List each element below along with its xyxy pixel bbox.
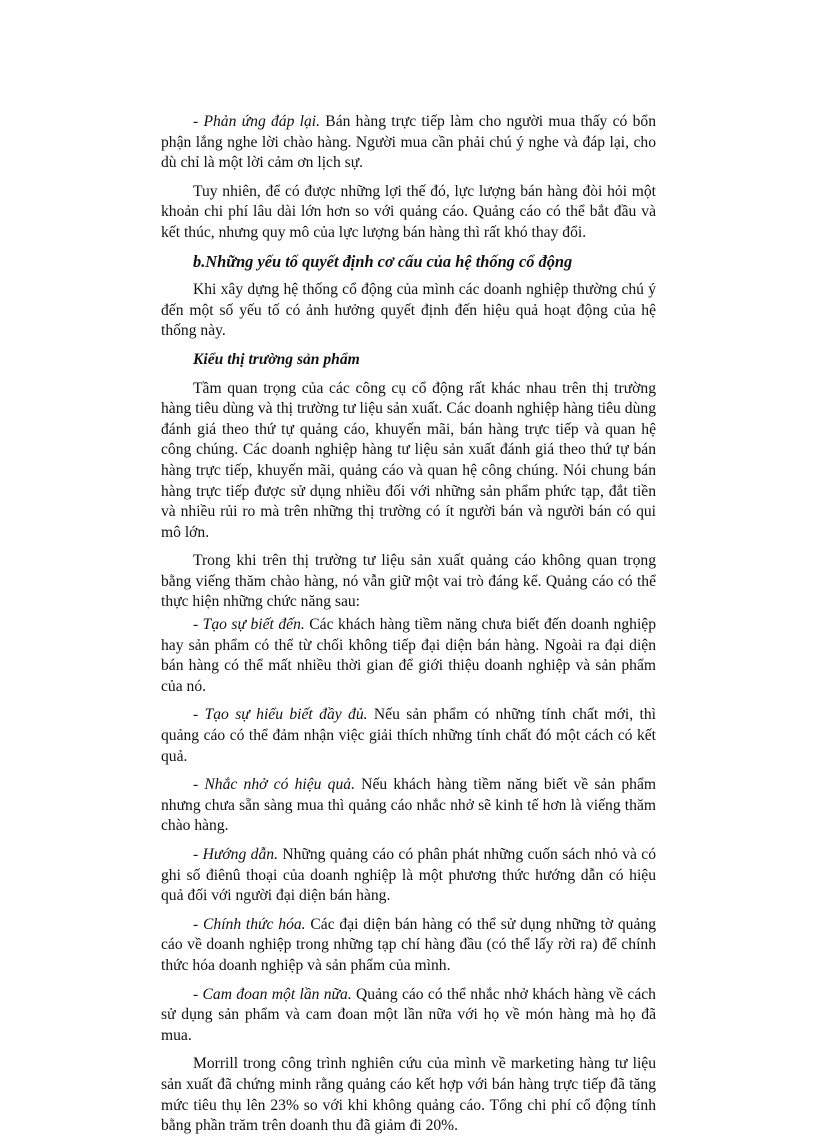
subheading-market-type: Kiểu thị trường sản phẩm: [193, 350, 360, 368]
paragraph-reminder: [161, 775, 656, 837]
paragraph-reminder-text: Nếu khách hàng tiềm năng biết về sản phẩm nhưng chưa sẵn sàng mua thì quảng cáo nhắc nhở sẽ kinh tế hơn là viếng thăm chào hàng.: [161, 776, 657, 835]
paragraph-awareness: [161, 615, 656, 697]
paragraph-morrill: Morrill trong công trình nghiên cứu của mình về marketing hàng tư liệu sản xuất đã chứng minh rằng quảng cáo kết hợp với bán hàng trực tiếp đã tăng mức tiêu thụ lên 23% so với khi không quảng cáo. Tổng chi phí cổ động tính bằng phần trăm trên doanh thu đã giảm đi 20%.: [161, 1055, 656, 1135]
document-page: [161, 112, 656, 1145]
term-reassurance: - Cam đoan một lần nữa.: [193, 985, 352, 1003]
paragraph-understanding-text: Nếu sản phẩm có những tính chất mới, thì quảng cáo có thể đảm nhận việc giải thích những tính chất đó một cách có kết quả.: [161, 706, 656, 765]
term-response: - Phản ứng đáp lại.: [193, 113, 321, 130]
paragraph-importance: Tầm quan trọng của các công cụ cổ động rất khác nhau trên thị trường hàng tiêu dùng và thị trường tư liệu sản xuất. Các doanh nghiệp hàng tiêu dùng đánh giá theo thứ tự quảng cáo, khuyến mãi, bán hàng trực tiếp và quan hệ công chúng. Các doanh nghiệp hàng tư liệu sản xuất đánh giá theo thứ tự bán hàng trực tiếp, khuyến mãi, quảng cáo và quan hệ công chúng. Nói chung bán hàng trực tiếp được sử dụng nhiều đối với những sản phẩm phức tạp, đắt tiền và nhiều rủi ro mà trên những thị trường có ít người bán và người bán có qui mô lớn.: [161, 379, 656, 541]
term-awareness: - Tạo sự biết đến.: [193, 616, 305, 634]
term-legitimacy: - Chính thức hóa.: [193, 915, 306, 933]
paragraph-awareness-text: Các khách hàng tiềm năng chưa biết đến doanh nghiệp hay sản phẩm có thể từ chối không tiếp đại diện bán hàng. Ngoài ra đại diện bán hàng có thể mất nhiều thời gian để giới thiệu doanh nghiệp và sản phẩm của nó.: [161, 616, 656, 695]
paragraph-reassurance: [161, 985, 656, 1047]
paragraph-guidance-text: Những quảng cáo có phân phát những cuốn sách nhỏ và có ghi số điênû thoại của doanh nghiệp là một phương thức hướng dẫn có hiệu quả đối với người đại diện bán hàng.: [161, 846, 656, 905]
paragraph-industrial-ads: Trong khi trên thị trường tư liệu sản xuất quảng cáo không quan trọng bằng viếng thăm chào hàng, nó vẫn giữ một vai trò đáng kể. Quảng cáo có thể thực hiện những chức năng sau:: [161, 552, 656, 611]
section-heading-b: b.Những yếu tố quyết định cơ cấu của hệ thống cổ động: [193, 251, 573, 271]
paragraph-reassurance-text: Quảng cáo có thể nhắc nhở khách hàng về cách sử dụng sản phẩm và cam đoan một lần nữa với họ về món hàng mà họ đã mua.: [161, 985, 656, 1044]
paragraph-legitimacy: [161, 915, 656, 977]
paragraph-understanding: [161, 705, 656, 767]
paragraph-cost: Tuy nhiên, để có được những lợi thế đó, lực lượng bán hàng đòi hỏi một khoản chi phí lâu dài lớn hơn so với quảng cáo. Quảng cáo có thể bắt đầu và kết thúc, nhưng quy mô của lực lượng bán hàng thì rất khó thay đổi.: [161, 182, 656, 241]
paragraph-response-text: Bán hàng trực tiếp làm cho người mua thấy có bổn phận lắng nghe lời chào hàng. Người mua cần phải chú ý nghe và đáp lại, cho dù chỉ là một lời cảm ơn lịch sự.: [161, 113, 656, 172]
paragraph-legitimacy-text: Các đại diện bán hàng có thể sử dụng những tờ quảng cáo về doanh nghiệp trong những tạp chí hàng đầu (có thể lấy rời ra) để chính thức hóa doanh nghiệp và sản phẩm của mình.: [161, 915, 656, 974]
term-reminder: - Nhắc nhở có hiệu quả.: [193, 776, 355, 794]
paragraph-guidance: [161, 845, 656, 907]
paragraph-response: [161, 112, 656, 174]
paragraph-factors-intro: Khi xây dựng hệ thống cổ động của mình các doanh nghiệp thường chú ý đến một số yếu tố có ảnh hưởng quyết định đến hiệu quả hoạt động của hệ thống này.: [161, 281, 656, 340]
term-guidance: - Hướng dẫn.: [193, 846, 278, 863]
term-understanding: - Tạo sự hiểu biết đầy đủ.: [193, 706, 368, 724]
